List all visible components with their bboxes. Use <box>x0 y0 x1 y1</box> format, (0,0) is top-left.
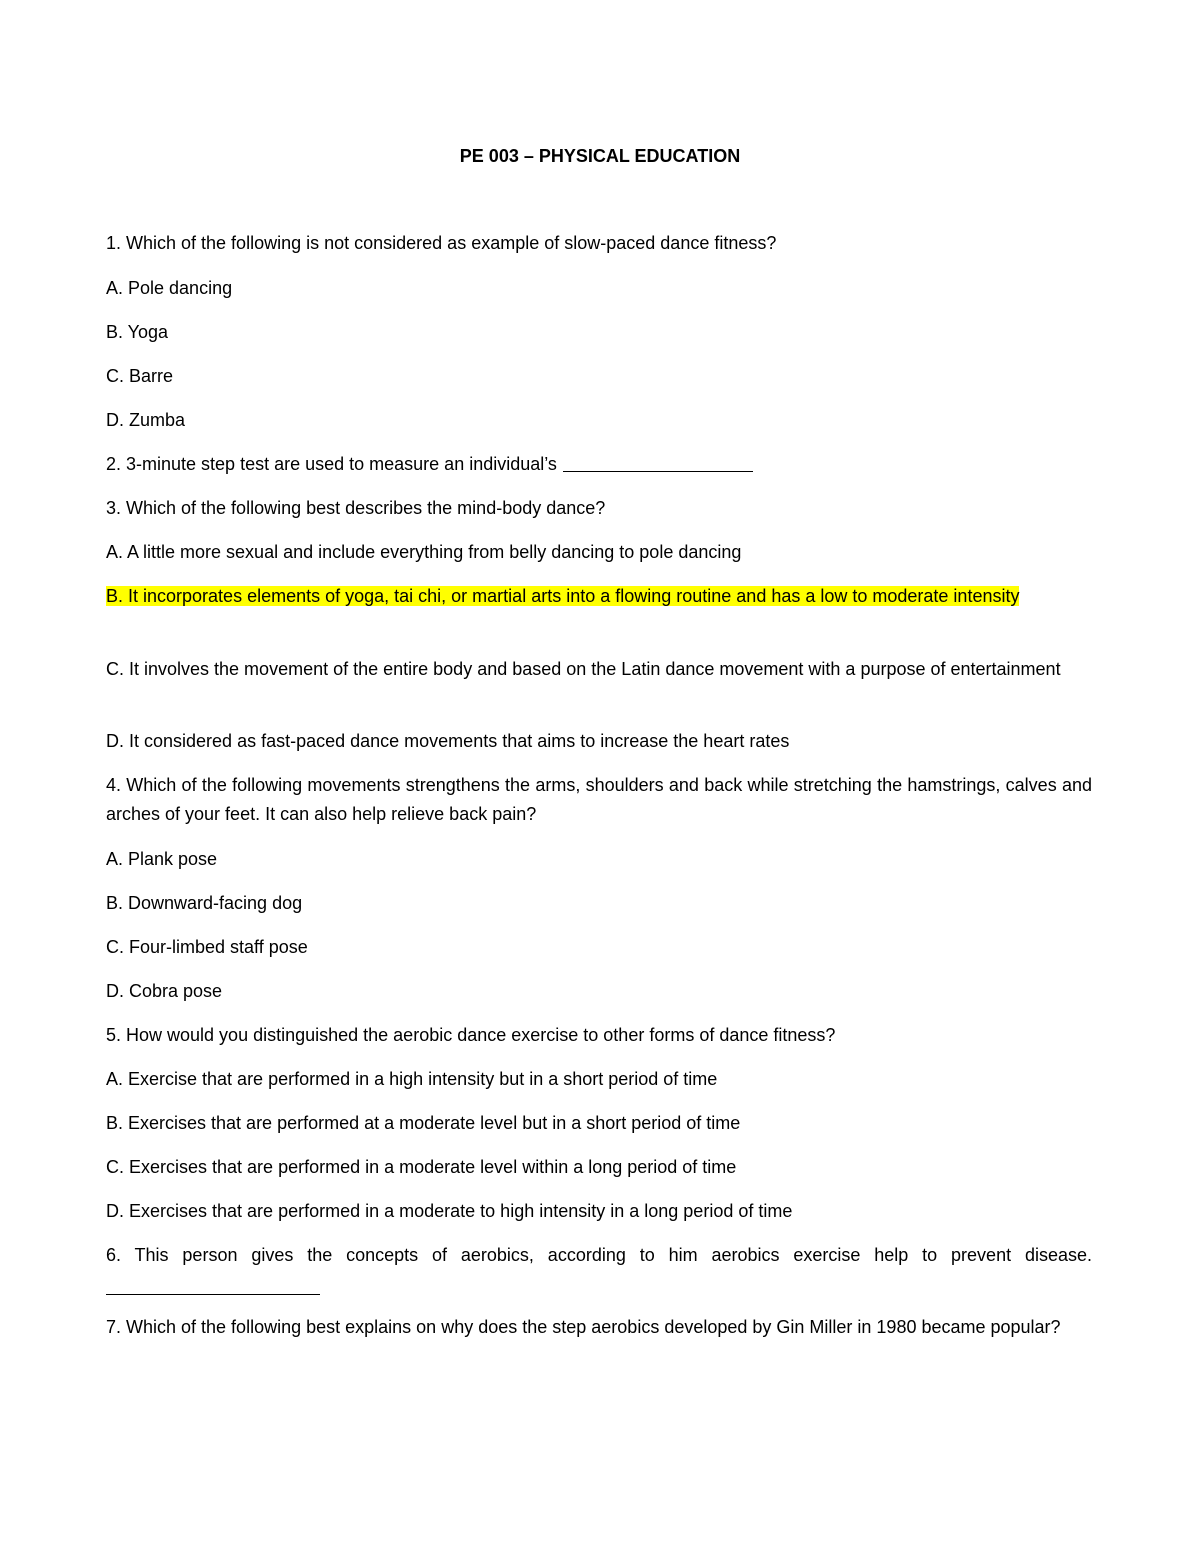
question-1-option-a: A. Pole dancing <box>106 278 233 298</box>
question-1-option-d: D. Zumba <box>106 410 186 430</box>
question-3-option-c: C. It involves the movement of the entire body and based on the Latin dance movement with a purpose of entertainment <box>106 659 1061 679</box>
question-1-option-c: C. Barre <box>106 366 174 386</box>
document-title: PE 003 – PHYSICAL EDUCATION <box>459 146 741 166</box>
highlighted-answer: B. It incorporates elements of yoga, tai chi, or martial arts into a flowing routine and has a low to moderate intensity <box>106 586 1020 606</box>
question-6: 6. This person gives the concepts of aerobics, according to him aerobics exercise help to prevent disease. <box>106 1245 1092 1265</box>
question-1: 1. Which of the following is not considered as example of slow-paced dance fitness? <box>106 233 777 253</box>
question-7: 7. Which of the following best explains on why does the step aerobics developed by Gin Miller in 1980 became popular? <box>106 1317 1061 1337</box>
question-3-option-d: D. It considered as fast-paced dance movements that aims to increase the heart rates <box>106 731 790 751</box>
question-1-option-b: B. Yoga <box>106 322 169 342</box>
question-3: 3. Which of the following best describes the mind-body dance? <box>106 498 606 518</box>
question-3-option-b <box>106 582 1092 611</box>
question-4-option-d: D. Cobra pose <box>106 981 223 1001</box>
question-5: 5. How would you distinguished the aerobic dance exercise to other forms of dance fitness? <box>106 1025 836 1045</box>
answer-blank <box>106 1294 320 1295</box>
answer-blank <box>563 451 753 472</box>
question-5-option-b: B. Exercises that are performed at a moderate level but in a short period of time <box>106 1113 741 1133</box>
question-2-text: 2. 3-minute step test are used to measure an individual’s <box>106 454 557 474</box>
question-5-option-a: A. Exercise that are performed in a high intensity but in a short period of time <box>106 1069 718 1089</box>
question-5-option-c: C. Exercises that are performed in a moderate level within a long period of time <box>106 1157 737 1177</box>
question-4-option-c: C. Four-limbed staff pose <box>106 937 308 957</box>
question-5-option-d: D. Exercises that are performed in a moderate to high intensity in a long period of time <box>106 1201 793 1221</box>
question-3-option-a: A. A little more sexual and include everything from belly dancing to pole dancing <box>106 542 742 562</box>
question-2 <box>106 450 753 479</box>
question-4-option-b: B. Downward-facing dog <box>106 893 303 913</box>
question-4-option-a: A. Plank pose <box>106 849 218 869</box>
question-4: 4. Which of the following movements strengthens the arms, shoulders and back while stretching the hamstrings, calves and arches of your feet. It can also help relieve back pain? <box>106 775 1092 824</box>
